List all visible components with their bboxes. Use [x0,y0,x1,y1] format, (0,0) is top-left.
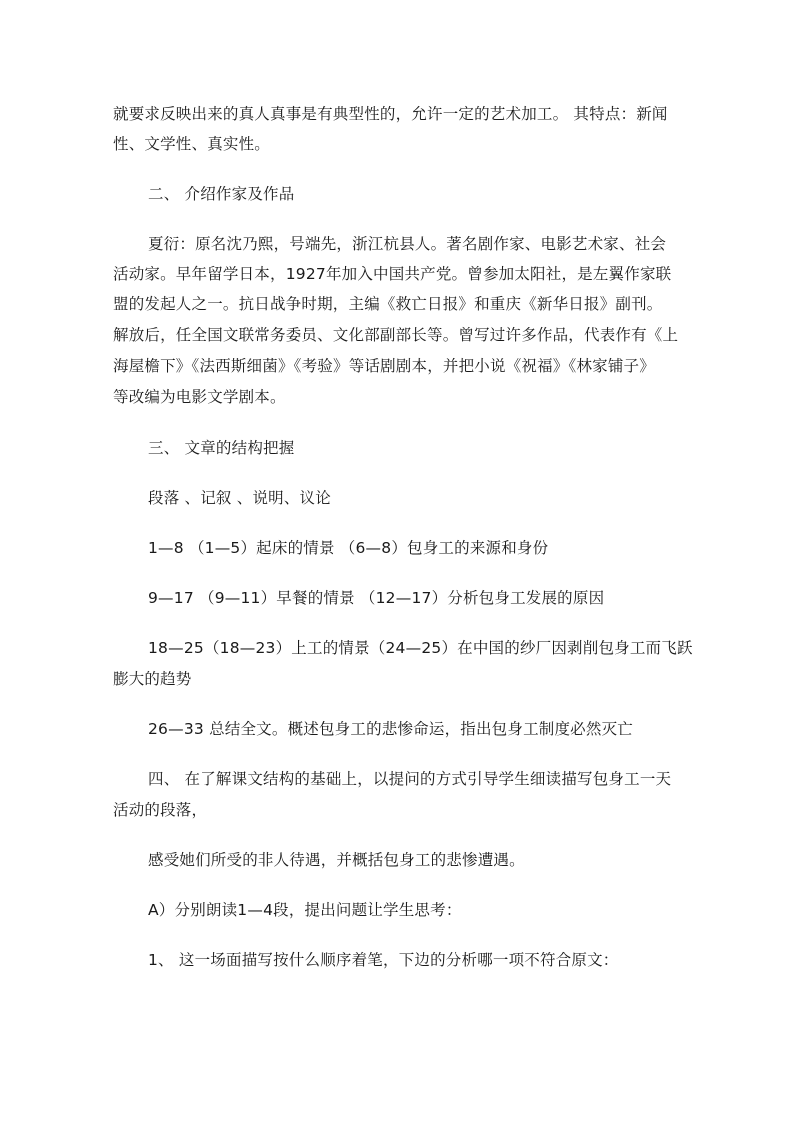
paragraph-line: A）分别朗读1—4段，提出问题让学生思考： [148,901,462,919]
paragraph-line: 18—25（18—23）上工的情景（24—25）在中国的纱厂因剥削包身工而飞跃 [148,639,693,657]
paragraph-line: 海屋檐下》《法西斯细菌》《考验》等话剧剧本，并把小说《祝福》《林家铺子》 [113,357,655,375]
paragraph-line: 解放后，任全国文联常务委员、文化部副部长等。曾写过许多作品，代表作有《上 [113,326,679,344]
paragraph-line: 盟的发起人之一。抗日战争时期，主编《救亡日报》和重庆《新华日报》副刊。 [113,295,663,313]
paragraph-line: 9—17 （9—11）早餐的情景 （12—17）分析包身工发展的原因 [148,589,605,607]
paragraph-line: 性、文学性、真实性。 [113,135,271,153]
paragraph-line: 1、 这一场面描写按什么顺序着笔，下边的分析哪一项不符合原文： [148,951,619,969]
paragraph-line: 就要求反映出来的真人真事是有典型性的，允许一定的艺术加工。 其特点：新闻 [113,105,668,123]
section-heading: 三、 文章的结构把握 [148,439,295,457]
paragraph-line: 活动家。早年留学日本，1927年加入中国共产党。曾参加太阳社，是左翼作家联 [113,265,672,283]
section-heading: 二、 介绍作家及作品 [148,185,295,203]
paragraph-line: 26—33 总结全文。概述包身工的悲惨命运，指出包身工制度必然灭亡 [148,720,633,738]
paragraph-line: 1—8 （1—5）起床的情景 （6—8）包身工的来源和身份 [148,539,549,557]
paragraph-line: 活动的段落， [113,801,208,819]
paragraph-line: 夏衍：原名沈乃熙，号端先，浙江杭县人。著名剧作家、电影艺术家、社会 [148,235,667,253]
paragraph-line: 段落 、记叙 、说明、议论 [148,489,331,507]
paragraph-line: 等改编为电影文学剧本。 [113,388,286,406]
section-heading: 四、 在了解课文结构的基础上，以提问的方式引导学生细读描写包身工一天 [148,770,672,788]
paragraph-line: 膨大的趋势 [113,670,192,688]
paragraph-line: 感受她们所受的非人待遇，并概括包身工的悲惨遭遇。 [148,851,525,869]
